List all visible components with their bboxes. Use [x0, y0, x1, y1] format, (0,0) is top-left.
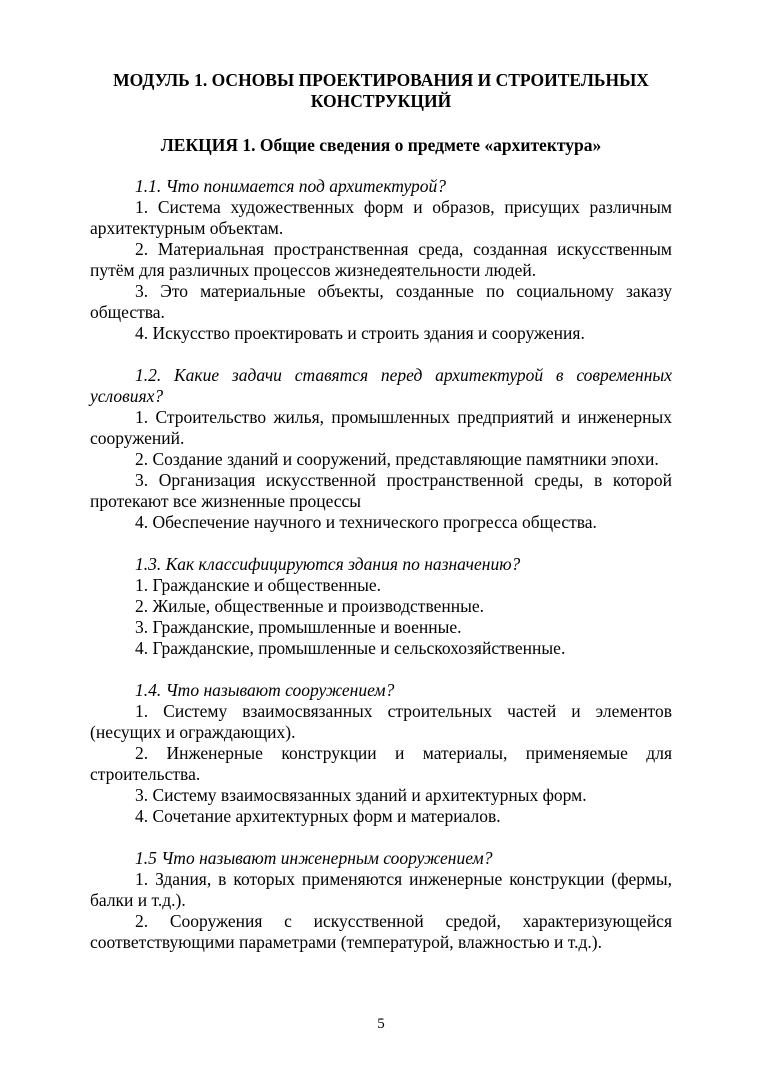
question-text: 1.5 Что называют инженерным сооружением? — [135, 848, 493, 868]
question-section — [90, 848, 672, 953]
answer-option: 3. Организация искусственной пространственной среды, в которой протекают все жизненные процессы — [90, 470, 672, 511]
answer-option: 2. Материальная пространственная среда, созданная искусственным путём для различных процессов жизнедеятельности людей. — [90, 239, 672, 280]
answer-option: 1. Систему взаимосвязанных строительных частей и элементов (несущих и ограждающих). — [90, 701, 672, 742]
question-section — [90, 680, 672, 827]
question-section — [90, 176, 672, 344]
answer-option: 2. Инженерные конструкции и материалы, применяемые для строительства. — [90, 743, 672, 784]
answer-option: 3. Гражданские, промышленные и военные. — [135, 617, 462, 637]
question-text: 1.4. Что называют сооружением? — [135, 680, 395, 700]
document-page — [90, 0, 672, 1080]
answer-option: 4. Обеспечение научного и технического прогресса общества. — [135, 512, 597, 532]
answer-option: 4. Сочетание архитектурных форм и материалов. — [135, 806, 501, 826]
question-text: 1.2. Какие задачи ставятся перед архитектурой в современных условиях? — [90, 365, 672, 406]
answer-option: 3. Это материальные объекты, созданные по социальному заказу общества. — [90, 281, 672, 322]
module-title: МОДУЛЬ 1. ОСНОВЫ ПРОЕКТИРОВАНИЯ И СТРОИТЕЛЬНЫХ КОНСТРУКЦИЙ — [113, 70, 649, 111]
answer-option: 4. Искусство проектировать и строить здания и сооружения. — [135, 323, 585, 343]
question-text: 1.1. Что понимается под архитектурой? — [135, 176, 447, 196]
question-section — [90, 365, 672, 533]
answer-option: 2. Жилые, общественные и производственные. — [135, 596, 485, 616]
page-number: 5 — [377, 1016, 385, 1032]
answer-option: 2. Сооружения с искусственной средой, характеризующейся соответствующими параметрами (температурой, влажностью и т.д.). — [90, 911, 672, 952]
question-section — [90, 554, 672, 659]
answer-option: 2. Создание зданий и сооружений, представляющие памятники эпохи. — [135, 449, 659, 469]
answer-option: 4. Гражданские, промышленные и сельскохозяйственные. — [135, 638, 566, 658]
answer-option: 1. Строительство жилья, промышленных предприятий и инженерных сооружений. — [90, 407, 672, 448]
question-text: 1.3. Как классифицируются здания по назначению? — [135, 554, 521, 574]
answer-option: 3. Систему взаимосвязанных зданий и архитектурных форм. — [135, 785, 587, 805]
questions-content — [90, 176, 672, 974]
answer-option: 1. Гражданские и общественные. — [135, 575, 381, 595]
lecture-title: ЛЕКЦИЯ 1. Общие сведения о предмете «архитектура» — [160, 135, 602, 155]
answer-option: 1. Система художественных форм и образов, присущих различным архитектурным объектам. — [90, 197, 672, 238]
answer-option: 1. Здания, в которых применяются инженерные конструкции (фермы, балки и т.д.). — [90, 869, 672, 910]
